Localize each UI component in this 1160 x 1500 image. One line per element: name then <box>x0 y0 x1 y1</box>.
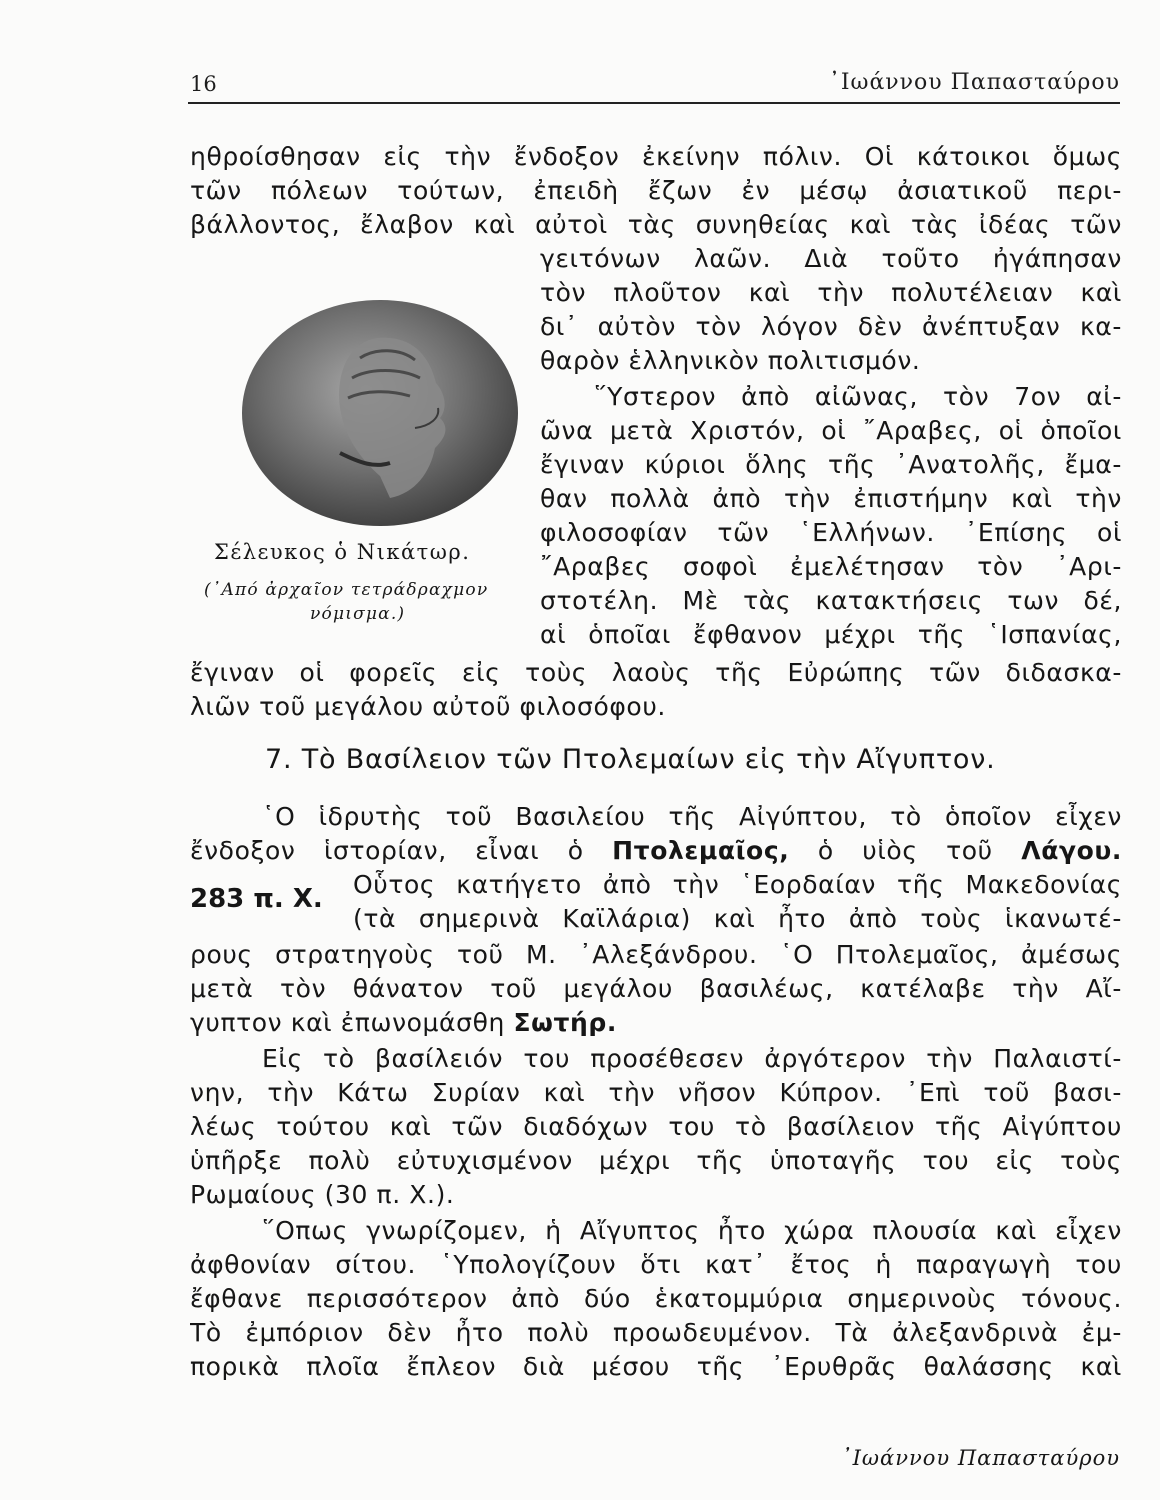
body-line: τῶν πόλεων τούτων, ἐπειδὴ ἔζων ἐν μέσῳ ἀσιατικοῦ περι- <box>190 176 1122 205</box>
body-line: ὑπῆρξε πολὺ εὐτυχισμένον μέχρι τῆς ὑποταγῆς του εἰς τοὺς <box>190 1146 1122 1175</box>
body-line: Εἰς τὸ βασίλειόν του προσέθεσεν ἀργότερον τὴν Παλαιστί- <box>262 1044 1122 1073</box>
body-line: αἱ ὁποῖαι ἔφθανον μέχρι τῆς ῾Ισπανίας, <box>540 620 1122 649</box>
body-line: λιῶν τοῦ μεγάλου αὐτοῦ φιλοσόφου. <box>190 692 666 721</box>
body-line: ῾Ο ἱδρυτὴς τοῦ Βασιλείου τῆς Αἰγύπτου, τὸ ὁποῖον εἶχεν <box>262 802 1122 831</box>
body-line: ἔφθανε περισσότερον ἀπὸ δύο ἑκατομμύρια σημερινοὺς τόνους. <box>190 1284 1122 1313</box>
body-line: δι᾿ αὐτὸν τὸν λόγον δὲν ἀνέπτυξαν κα- <box>540 312 1122 341</box>
running-header-author: ᾿Ιωάννου Παπασταύρου <box>828 70 1120 95</box>
page-number: 16 <box>190 72 217 96</box>
body-line: νην, τὴν Κάτω Συρίαν καὶ τὴν νῆσον Κύπρον. ᾿Επὶ τοῦ βασι- <box>190 1078 1122 1107</box>
body-line: φιλοσοφίαν τῶν ῾Ελλήνων. ᾿Επίσης οἱ <box>540 518 1122 547</box>
body-line: γειτόνων λαῶν. Διὰ τοῦτο ἠγάπησαν <box>540 244 1122 273</box>
body-line: στοτέλη. Μὲ τὰς κατακτήσεις των δέ, <box>540 586 1122 615</box>
body-line: τὸν πλοῦτον καὶ τὴν πολυτέλειαν καὶ <box>540 278 1122 307</box>
body-line: πορικὰ πλοῖα ἔπλεον διὰ μέσου τῆς ᾿Ερυθρᾶς θαλάσσης καὶ <box>190 1352 1122 1381</box>
body-line: ἔνδοξον ἱστορίαν, εἶναι ὁ Πτολεμαῖος, ὁ υἱὸς τοῦ Λάγου. <box>190 836 1122 865</box>
figure-caption-source-cont: νόμισμα.) <box>310 604 406 624</box>
body-line: λέως τούτου καὶ τῶν διαδόχων του τὸ βασίλειον τῆς Αἰγύπτου <box>190 1112 1122 1141</box>
coin-portrait-icon <box>240 298 520 528</box>
body-line: θαν πολλὰ ἀπὸ τὴν ἐπιστήμην καὶ τὴν <box>540 484 1122 513</box>
body-line: Οὗτος κατήγετο ἀπὸ τὴν ῾Εορδαίαν τῆς Μακεδονίας <box>353 870 1122 899</box>
figure-caption-source: (᾿Από ἀρχαῖον τετράδραχμον <box>204 580 489 600</box>
body-line: θαρὸν ἑλληνικὸν πολιτισμόν. <box>540 346 921 375</box>
body-line: (τὰ σημερινὰ Καϊλάρια) καὶ ἦτο ἀπὸ τοὺς ἱκανωτέ- <box>353 904 1122 933</box>
body-line: ῶνα μετὰ Χριστόν, οἱ ῎Αραβες, οἱ ὁποῖοι <box>540 416 1122 445</box>
body-line: βάλλοντος, ἔλαβον καὶ αὐτοὶ τὰς συνηθείας καὶ τὰς ἰδέας τῶν <box>190 210 1122 239</box>
footer-author: ᾿Ιωάννου Παπασταύρου <box>841 1446 1120 1470</box>
body-line: ἔγιναν κύριοι ὅλης τῆς ᾿Ανατολῆς, ἔμα- <box>540 450 1122 479</box>
bold-name-soter: Σωτήρ. <box>513 1008 618 1037</box>
figure-caption-title: Σέλευκος ὁ Νικάτωρ. <box>214 540 471 564</box>
body-line: ῎Αραβες σοφοὶ ἐμελέτησαν τὸν ᾿Αρι- <box>540 552 1122 581</box>
bold-name-lagos: Λάγου. <box>1021 836 1122 865</box>
body-line: ῞Οπως γνωρίζομεν, ἡ Αἴγυπτος ἦτο χώρα πλουσία καὶ εἶχεν <box>262 1216 1122 1245</box>
body-line: ῞Υστερον ἀπὸ αἰῶνας, τὸν 7ον αἰ- <box>594 382 1122 411</box>
body-line: ἀφθονίαν σίτου. ῾Υπολογίζουν ὅτι κατ᾿ ἔτος ἡ παραγωγὴ του <box>190 1250 1122 1279</box>
body-line: ηθροίσθησαν εἰς τὴν ἔνδοξον ἐκείνην πόλιν. Οἱ κάτοικοι ὅμως <box>190 142 1122 171</box>
body-line: γυπτον καὶ ἐπωνομάσθη Σωτήρ. <box>190 1008 618 1037</box>
body-line: Τὸ ἐμπόριον δὲν ἦτο πολὺ προωδευμένον. Τὰ ἀλεξανδρινὰ ἐμ- <box>190 1318 1122 1347</box>
bold-name-ptolemy: Πτολεμαῖος, <box>612 836 790 865</box>
section-heading: 7. Τὸ Βασίλειον τῶν Πτολεμαίων εἰς τὴν Αἴγυπτον. <box>265 744 996 775</box>
body-line: Ρωμαίους (30 π. Χ.). <box>190 1180 455 1209</box>
body-line: ρους στρατηγοὺς τοῦ Μ. ᾿Αλεξάνδρου. ῾Ο Πτολεμαῖος, ἀμέσως <box>190 940 1122 969</box>
body-line: μετὰ τὸν θάνατον τοῦ μεγάλου βασιλέως, κατέλαβε τὴν Αἴ- <box>190 974 1122 1003</box>
body-line: ἔγιναν οἱ φορεῖς εἰς τοὺς λαοὺς τῆς Εὐρώπης τῶν διδασκα- <box>190 658 1122 687</box>
header-rule <box>188 102 1120 104</box>
margin-year: 283 π. Χ. <box>190 884 323 914</box>
